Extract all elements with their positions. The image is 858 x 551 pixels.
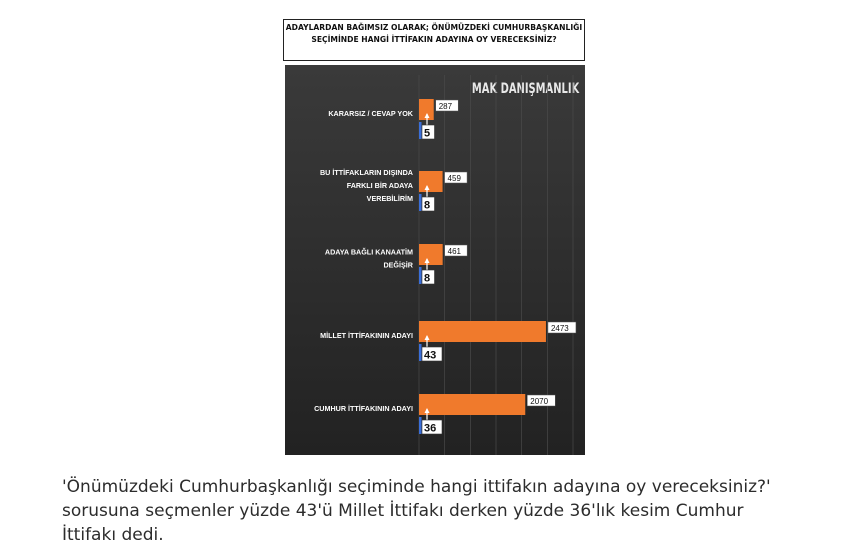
category-label: VEREBİLİRİM	[366, 194, 413, 203]
category-label: ADAYA BAĞLI KANAATİM	[324, 247, 413, 257]
chart-figure	[279, 15, 592, 455]
bar-chart	[279, 15, 592, 455]
data-label-orange: 461	[447, 247, 462, 256]
watermark: MAK DANIŞMANLIK	[471, 79, 580, 97]
data-label-blue: 43	[424, 349, 437, 362]
bar-blue	[419, 344, 422, 361]
data-label-blue: 8	[424, 199, 431, 212]
category-label: BU İTTİFAKLARIN DIŞINDA	[319, 168, 413, 177]
bar-orange	[419, 394, 525, 415]
data-label-blue: 8	[424, 272, 431, 285]
data-label-blue: 36	[424, 422, 437, 435]
data-label-blue: 5	[424, 127, 431, 140]
data-label-orange: 2070	[530, 397, 549, 406]
category-label: FARKLI BİR ADAYA	[346, 181, 413, 190]
bar-orange	[419, 244, 443, 265]
bar-orange	[419, 321, 546, 342]
data-label-orange: 459	[447, 174, 461, 183]
category-label: KARARSIZ / CEVAP YOK	[328, 109, 413, 118]
category-label: CUMHUR İTTİFAKININ ADAYI	[314, 404, 413, 413]
bar-blue	[419, 417, 422, 434]
bar-blue	[419, 122, 422, 139]
bar-blue	[419, 194, 422, 211]
article-caption: 'Önümüzdeki Cumhurbaşkanlığı seçiminde hangi ittifakın adayına oy vereceksiniz?' sorusuna seçmenler yüzde 43'ü Millet İttifakı derken yüzde 36'lık kesim Cumhur İttifakı dedi.	[62, 477, 771, 545]
data-label-orange: 2473	[550, 324, 569, 333]
chart-title: ADAYLARDAN BAĞIMSIZ OLARAK; ÖNÜMÜZDEKİ CUMHURBAŞKANLIĞI SEÇİMİNDE HANGİ İTTİFAKIN ADAYINA OY VERECEKSİNİZ?	[283, 19, 585, 61]
category-label: DEĞİŞİR	[383, 260, 413, 270]
bar-orange	[419, 171, 443, 192]
data-label-orange: 287	[438, 102, 453, 111]
category-label: MİLLET İTTİFAKININ ADAYI	[320, 331, 413, 340]
bar-blue	[419, 267, 422, 284]
